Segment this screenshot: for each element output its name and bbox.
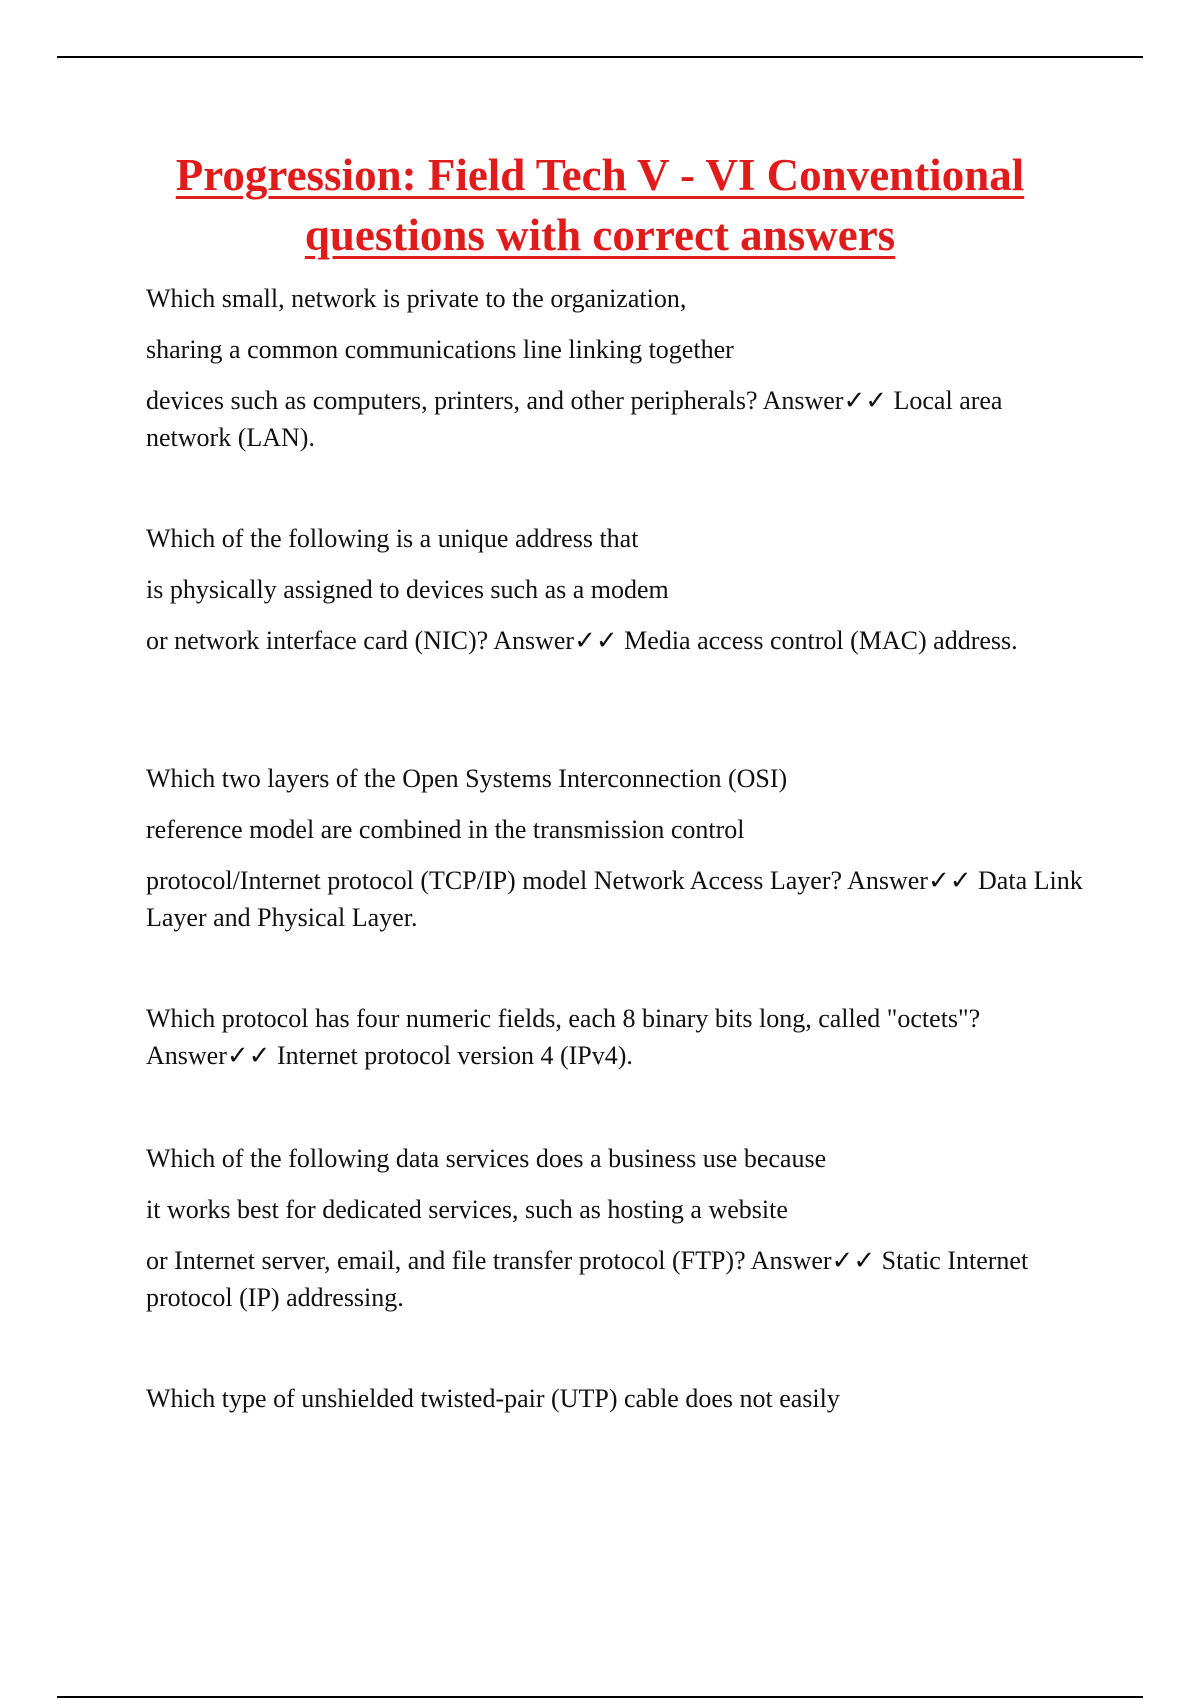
question-answer-line: protocol/Internet protocol (TCP/IP) model Network Access Layer? Answer✓✓ Data Link Layer and Physical Layer. [146,866,1083,932]
qa-item-5 [146,1140,1086,1380]
question-line: Which small, network is private to the organization, [146,284,687,313]
question-line: reference model are combined in the transmission control [146,815,745,844]
question-line: Which of the following data services does a business use because [146,1144,827,1173]
qa-item-4 [146,1000,1086,1140]
page-title-line-1: Progression: Field Tech V - VI Conventional [175,150,1025,200]
question-answer-line: or network interface card (NIC)? Answer✓✓ Media access control (MAC) address. [146,626,1018,655]
qa-list [146,280,1086,1431]
qa-item-1 [146,280,1086,520]
question-line: Which type of unshielded twisted-pair (UTP) cable does not easily [146,1384,840,1413]
question-line: Which of the following is a unique address that [146,524,639,553]
question-line: sharing a common communications line linking together [146,335,734,364]
qa-item-2 [146,520,1086,760]
page-title-line-2: questions with correct answers [304,210,896,260]
question-answer-line: or Internet server, email, and file transfer protocol (FTP)? Answer✓✓ Static Internet protocol (IP) addressing. [146,1246,1029,1312]
question-line: Which two layers of the Open Systems Interconnection (OSI) [146,764,788,793]
question-answer-line: Which protocol has four numeric fields, each 8 binary bits long, called "octets"? Answer✓✓ Internet protocol version 4 (IPv4). [146,1004,981,1070]
footer-rule [57,1696,1143,1698]
qa-item-6 [146,1380,1086,1417]
question-line: it works best for dedicated services, such as hosting a website [146,1195,788,1224]
question-answer-line: devices such as computers, printers, and other peripherals? Answer✓✓ Local area network (LAN). [146,386,1003,452]
header-rule [57,56,1143,58]
question-line: is physically assigned to devices such as a modem [146,575,669,604]
qa-item-3 [146,760,1086,1000]
page-title [120,145,1080,265]
